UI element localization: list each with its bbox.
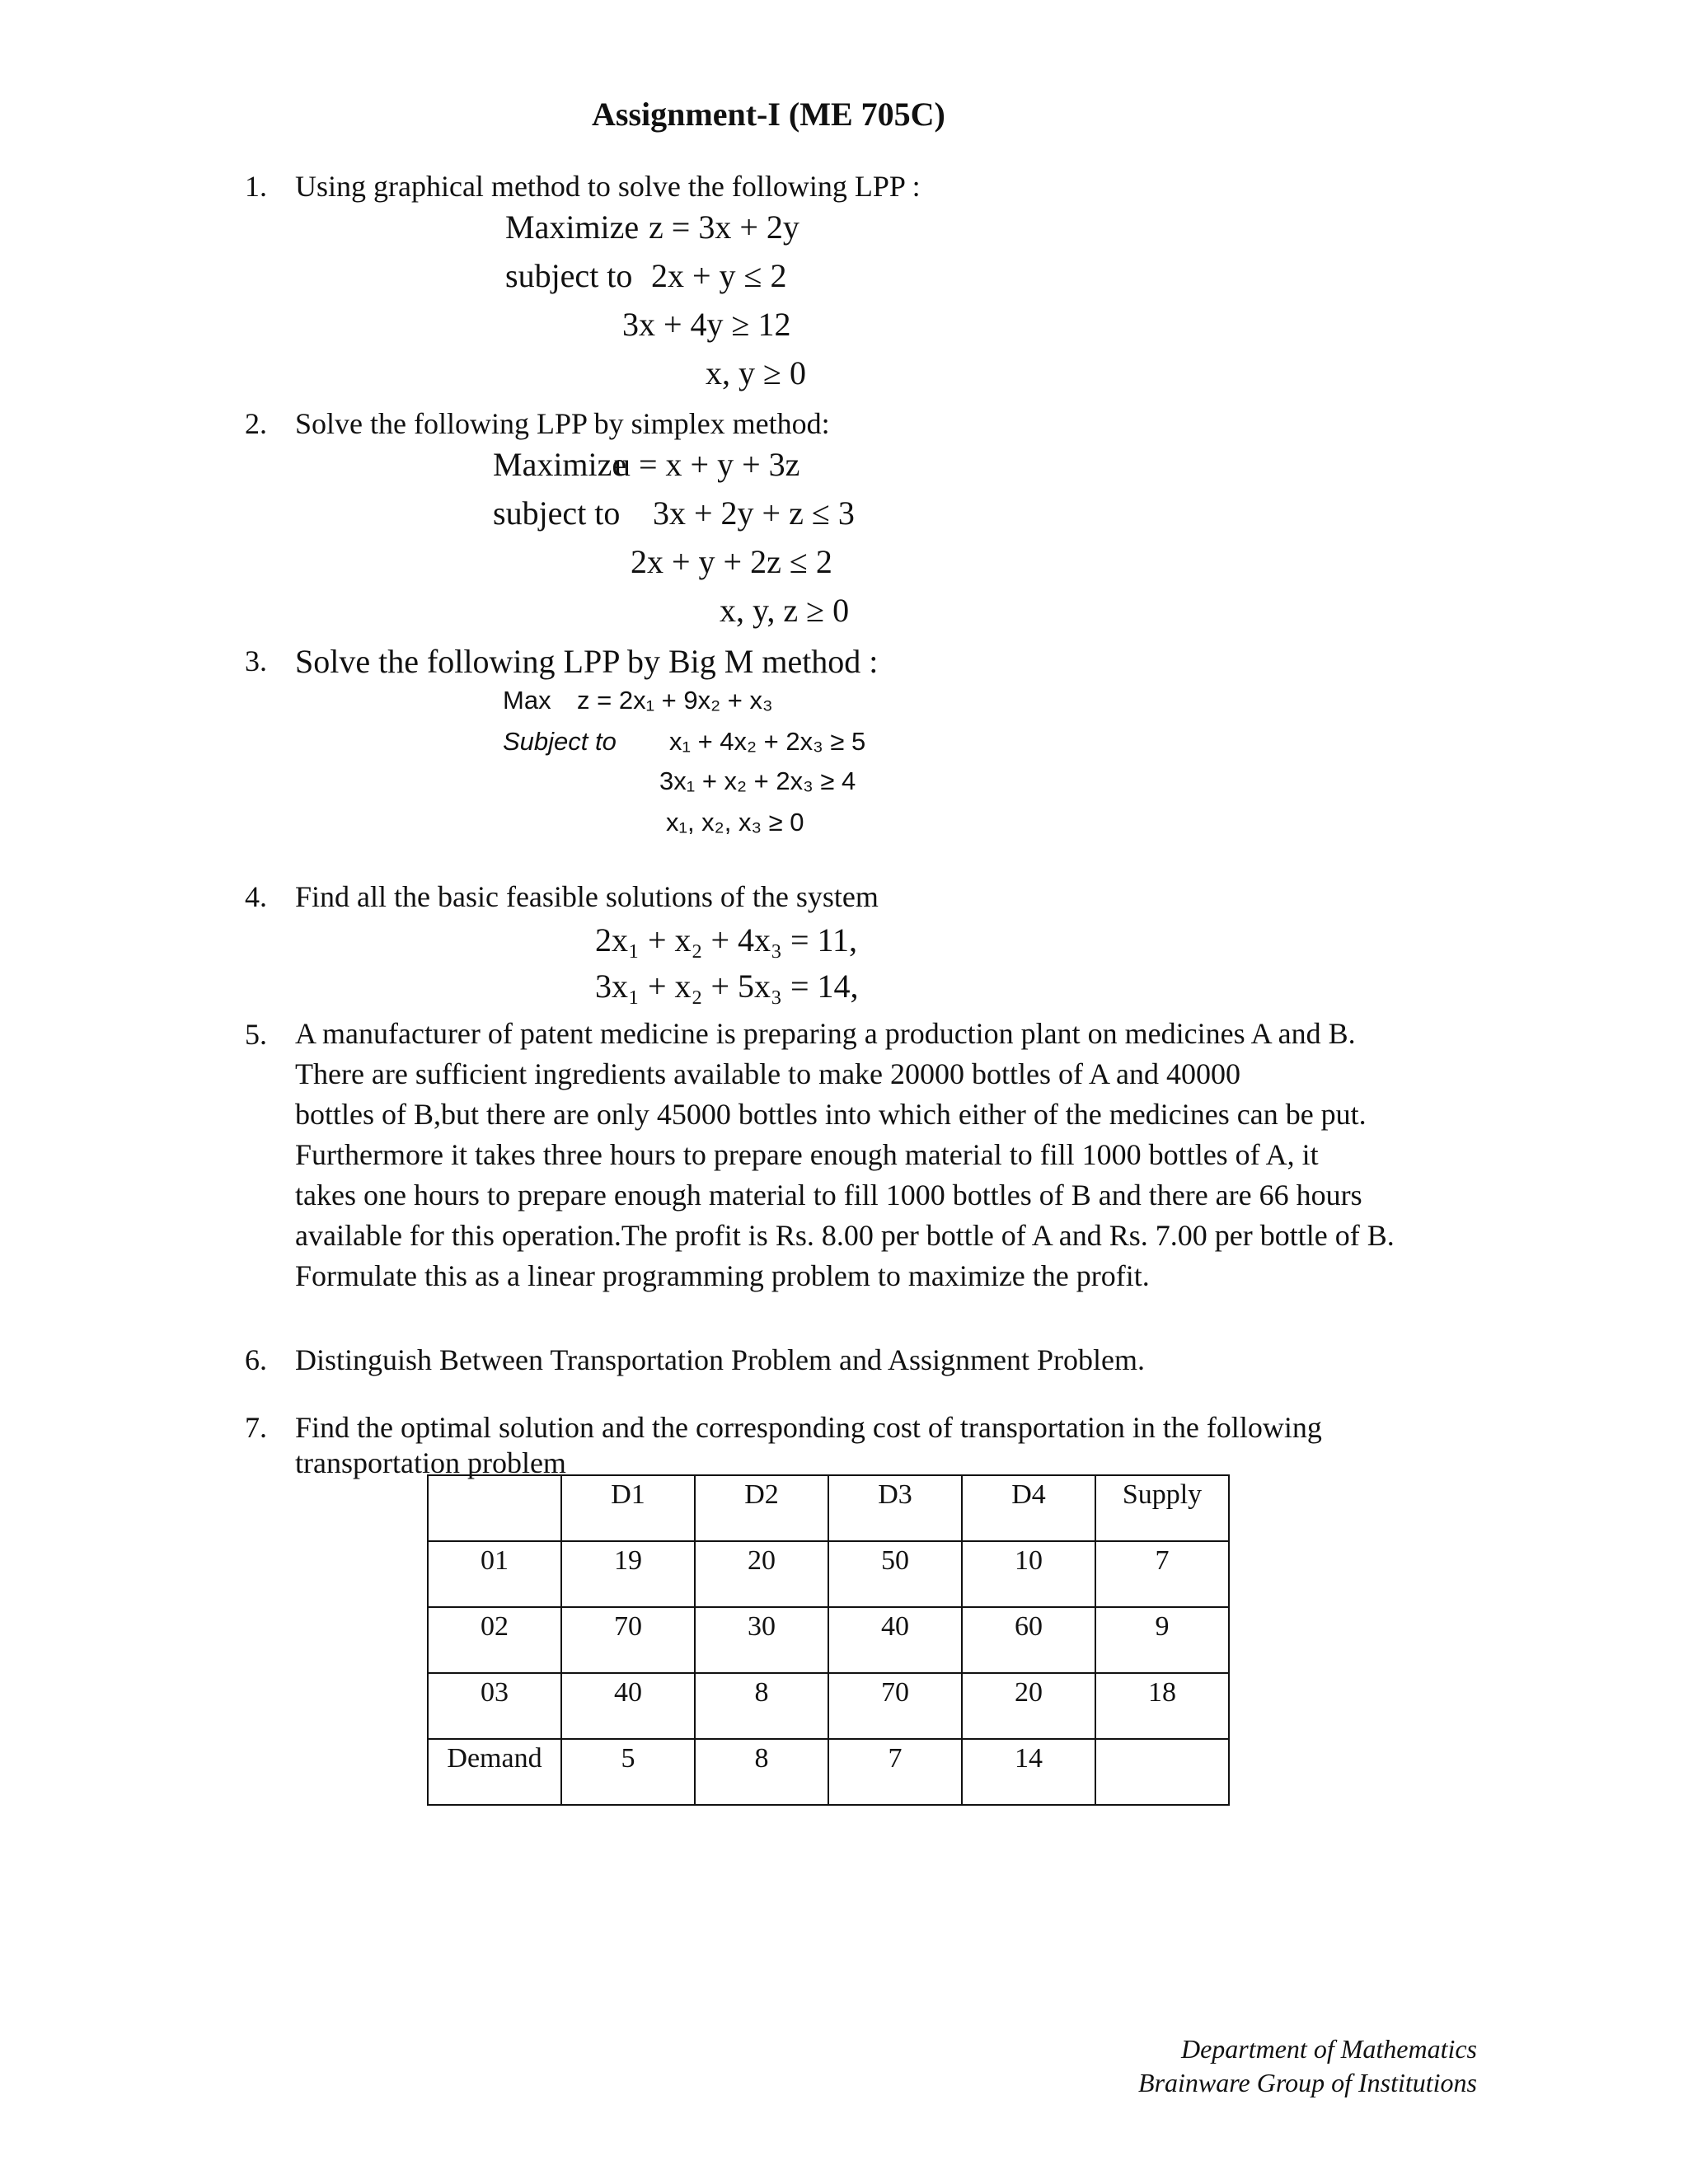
table-row <box>428 1673 1229 1739</box>
table-cell: 7 <box>828 1739 962 1805</box>
header-cell: D2 <box>695 1475 828 1541</box>
transportation-table <box>427 1474 1230 1806</box>
header-cell: D4 <box>962 1475 1095 1541</box>
q3-objective-label: Max <box>503 686 551 715</box>
q5-line: Furthermore it takes three hours to prepare enough material to fill 1000 bottles of A, it <box>295 1138 1319 1171</box>
table-cell: Demand <box>428 1739 561 1805</box>
q3-objective: z = 2x₁ + 9x₂ + x₃ <box>577 686 773 715</box>
q1-constraint-1: 2x + y ≤ 2 <box>651 257 787 294</box>
header-cell: D3 <box>828 1475 962 1541</box>
q4-number: 4. <box>245 880 267 913</box>
footer-institution: Brainware Group of Institutions <box>1138 2068 1477 2097</box>
q4-equation-2: 3x₁ + x₂ + 5x₃ = 14, <box>595 968 859 1005</box>
q5-line: takes one hours to prepare enough material to fill 1000 bottles of B and there are 66 hours <box>295 1179 1362 1212</box>
q7-text-line-1: Find the optimal solution and the corresponding cost of transportation in the following <box>295 1411 1322 1444</box>
q1-objective-label: Maximize <box>505 209 640 246</box>
table-cell: 19 <box>561 1541 695 1607</box>
table-row <box>428 1541 1229 1607</box>
table-row <box>428 1607 1229 1673</box>
q5-line: available for this operation.The profit is Rs. 8.00 per bottle of A and Rs. 7.00 per bottle of B. <box>295 1219 1395 1252</box>
q5-line: A manufacturer of patent medicine is preparing a production plant on medicines A and B. <box>295 1017 1356 1050</box>
q1-constraint-2: 3x + 4y ≥ 12 <box>622 306 791 343</box>
page-title: Assignment-I (ME 705C) <box>592 96 945 133</box>
table-cell: 50 <box>828 1541 962 1607</box>
table-cell: 70 <box>828 1673 962 1739</box>
q2-constraint-2: 2x + y + 2z ≤ 2 <box>631 543 832 580</box>
table-cell: 03 <box>428 1673 561 1739</box>
q5-number: 5. <box>245 1018 267 1051</box>
table-cell: 01 <box>428 1541 561 1607</box>
q6-number: 6. <box>245 1343 267 1376</box>
q7-text-line-2: transportation problem <box>295 1446 566 1479</box>
table-cell: 30 <box>695 1607 828 1673</box>
q4-text: Find all the basic feasible solutions of the system <box>295 880 879 913</box>
q5-paragraph <box>295 1014 1395 1296</box>
q2-subject-to: subject to <box>493 494 621 532</box>
q1-number: 1. <box>245 170 267 203</box>
table-cell: 8 <box>695 1739 828 1805</box>
footer-department: Department of Mathematics <box>1180 2034 1477 2064</box>
q3-constraint-3: x₁, x₂, x₃ ≥ 0 <box>666 808 804 837</box>
q5-line: There are sufficient ingredients available to make 20000 bottles of A and 40000 <box>295 1057 1241 1090</box>
table-cell: 70 <box>561 1607 695 1673</box>
table-cell: 7 <box>1095 1541 1229 1607</box>
q2-constraint-3: x, y, z ≥ 0 <box>720 592 850 629</box>
q1-constraint-3: x, y ≥ 0 <box>706 354 806 391</box>
table-cell <box>1095 1739 1229 1805</box>
table-cell: 20 <box>962 1673 1095 1739</box>
q5-line: Formulate this as a linear programming problem to maximize the profit. <box>295 1259 1150 1292</box>
q3-subject-to: Subject to <box>503 727 617 756</box>
table-cell: 40 <box>828 1607 962 1673</box>
q3-text: Solve the following LPP by Big M method : <box>295 643 879 680</box>
table-cell: 20 <box>695 1541 828 1607</box>
table-cell: 5 <box>561 1739 695 1805</box>
table-header-row <box>428 1475 1229 1541</box>
table-cell: 18 <box>1095 1673 1229 1739</box>
table-cell: 10 <box>962 1541 1095 1607</box>
table-cell: 02 <box>428 1607 561 1673</box>
q1-subject-to: subject to <box>505 257 633 294</box>
header-cell: D1 <box>561 1475 695 1541</box>
q7-number: 7. <box>245 1411 267 1444</box>
q3-number: 3. <box>245 644 267 677</box>
q6-text: Distinguish Between Transportation Problem and Assignment Problem. <box>295 1343 1145 1376</box>
table-cell: 9 <box>1095 1607 1229 1673</box>
q2-number: 2. <box>245 407 267 440</box>
table-cell: 8 <box>695 1673 828 1739</box>
q3-constraint-1: x₁ + 4x₂ + 2x₃ ≥ 5 <box>669 727 866 756</box>
header-cell: Supply <box>1095 1475 1229 1541</box>
q3-constraint-2: 3x₁ + x₂ + 2x₃ ≥ 4 <box>659 766 856 795</box>
q2-objective-label: Maximize <box>493 446 627 483</box>
q5-line: bottles of B,but there are only 45000 bottles into which either of the medicines can be put. <box>295 1098 1367 1131</box>
q2-text: Solve the following LPP by simplex method: <box>295 407 830 440</box>
q1-objective: z = 3x + 2y <box>649 209 799 246</box>
q2-objective: u = x + y + 3z <box>614 446 800 483</box>
q4-equation-1: 2x₁ + x₂ + 4x₃ = 11, <box>595 921 858 958</box>
table-cell: 40 <box>561 1673 695 1739</box>
q2-constraint-1: 3x + 2y + z ≤ 3 <box>653 494 855 532</box>
table-row <box>428 1739 1229 1805</box>
header-cell <box>428 1475 561 1541</box>
table-cell: 14 <box>962 1739 1095 1805</box>
table-cell: 60 <box>962 1607 1095 1673</box>
q1-text: Using graphical method to solve the following LPP : <box>295 170 921 203</box>
